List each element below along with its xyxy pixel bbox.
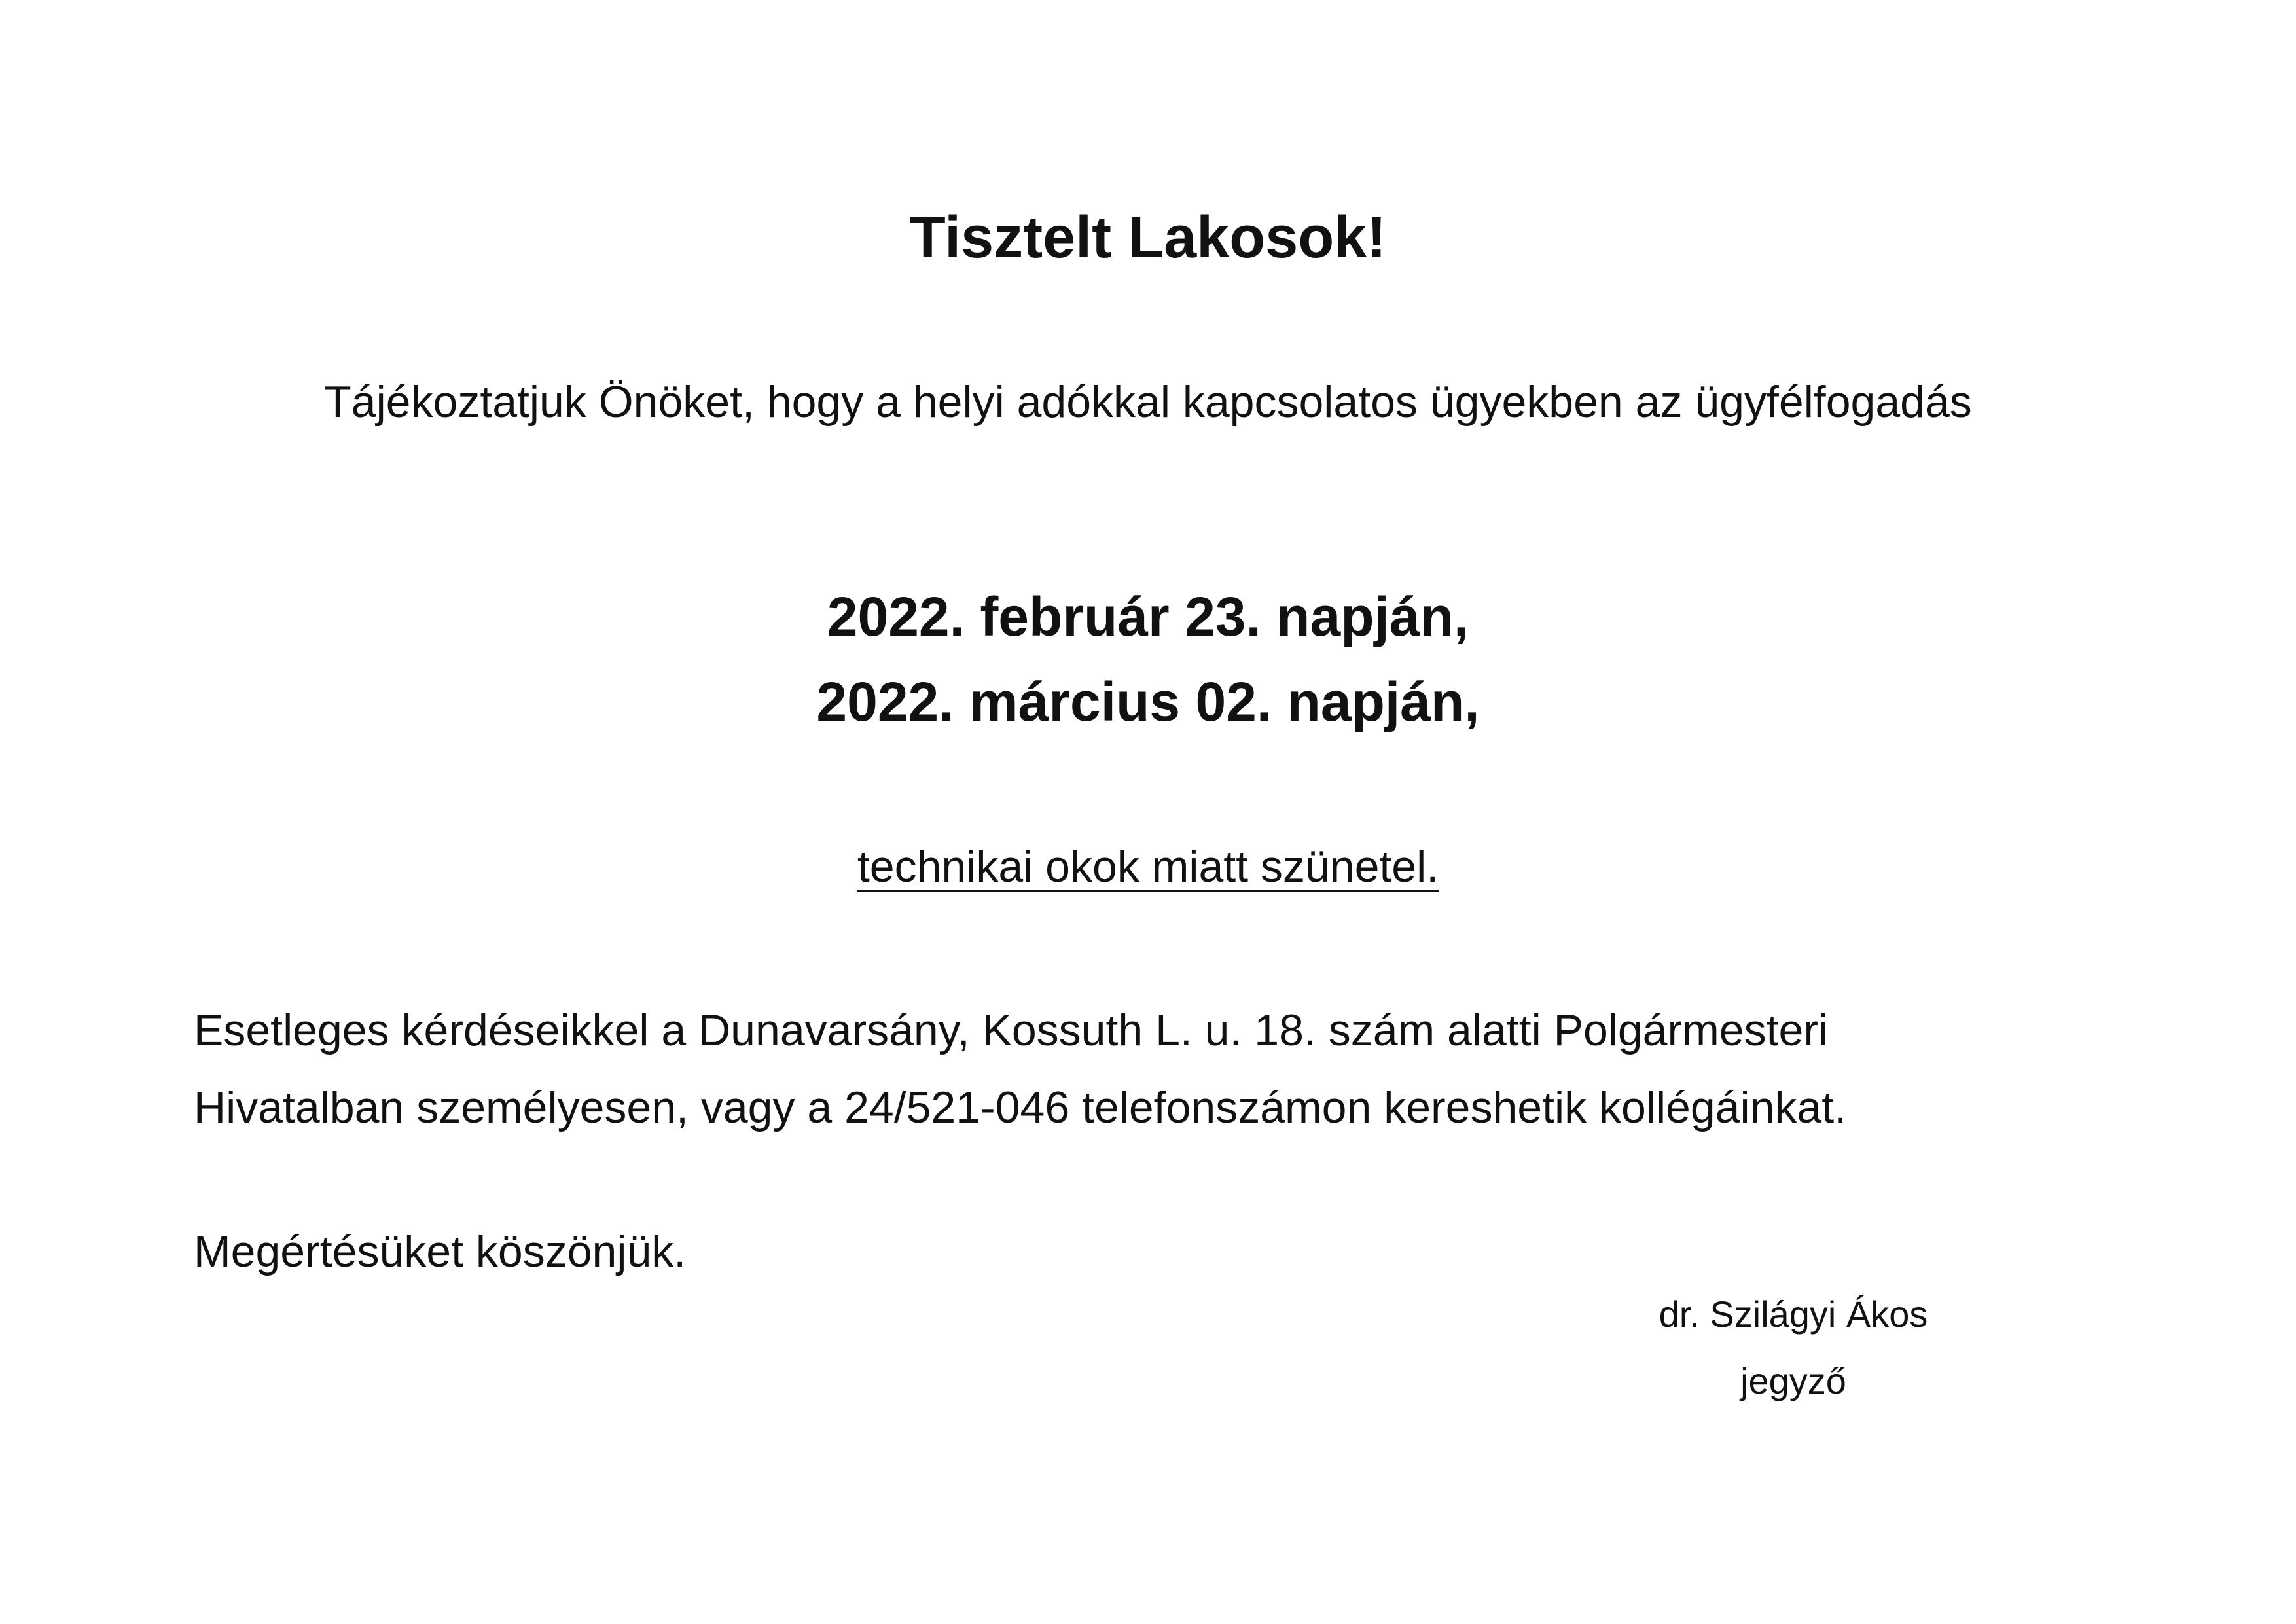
closure-date-2: 2022. március 02. napján, <box>816 671 1480 732</box>
signatory-title: jegyző <box>1740 1360 1846 1401</box>
suspension-text: technikai okok miatt szünetel. <box>857 842 1439 892</box>
thanks-text: Megértésüket köszönjük. <box>194 1227 687 1276</box>
page-title: Tisztelt Lakosok! <box>909 205 1387 270</box>
signatory-name: dr. Szilágyi Ákos <box>1659 1293 1928 1335</box>
intro-text: Tájékoztatjuk Önöket, hogy a helyi adókkal kapcsolatos ügyekben az ügyfélfogadás <box>324 377 1972 427</box>
contact-paragraph-line-1: Esetleges kérdéseikkel a Dunavarsány, Kossuth L. u. 18. szám alatti Polgármesteri <box>194 1005 1829 1055</box>
closure-date-1: 2022. február 23. napján, <box>827 586 1469 647</box>
contact-paragraph-line-2: Hivatalban személyesen, vagy a 24/521-046 telefonszámon kereshetik kollégáinkat. <box>194 1083 1847 1132</box>
